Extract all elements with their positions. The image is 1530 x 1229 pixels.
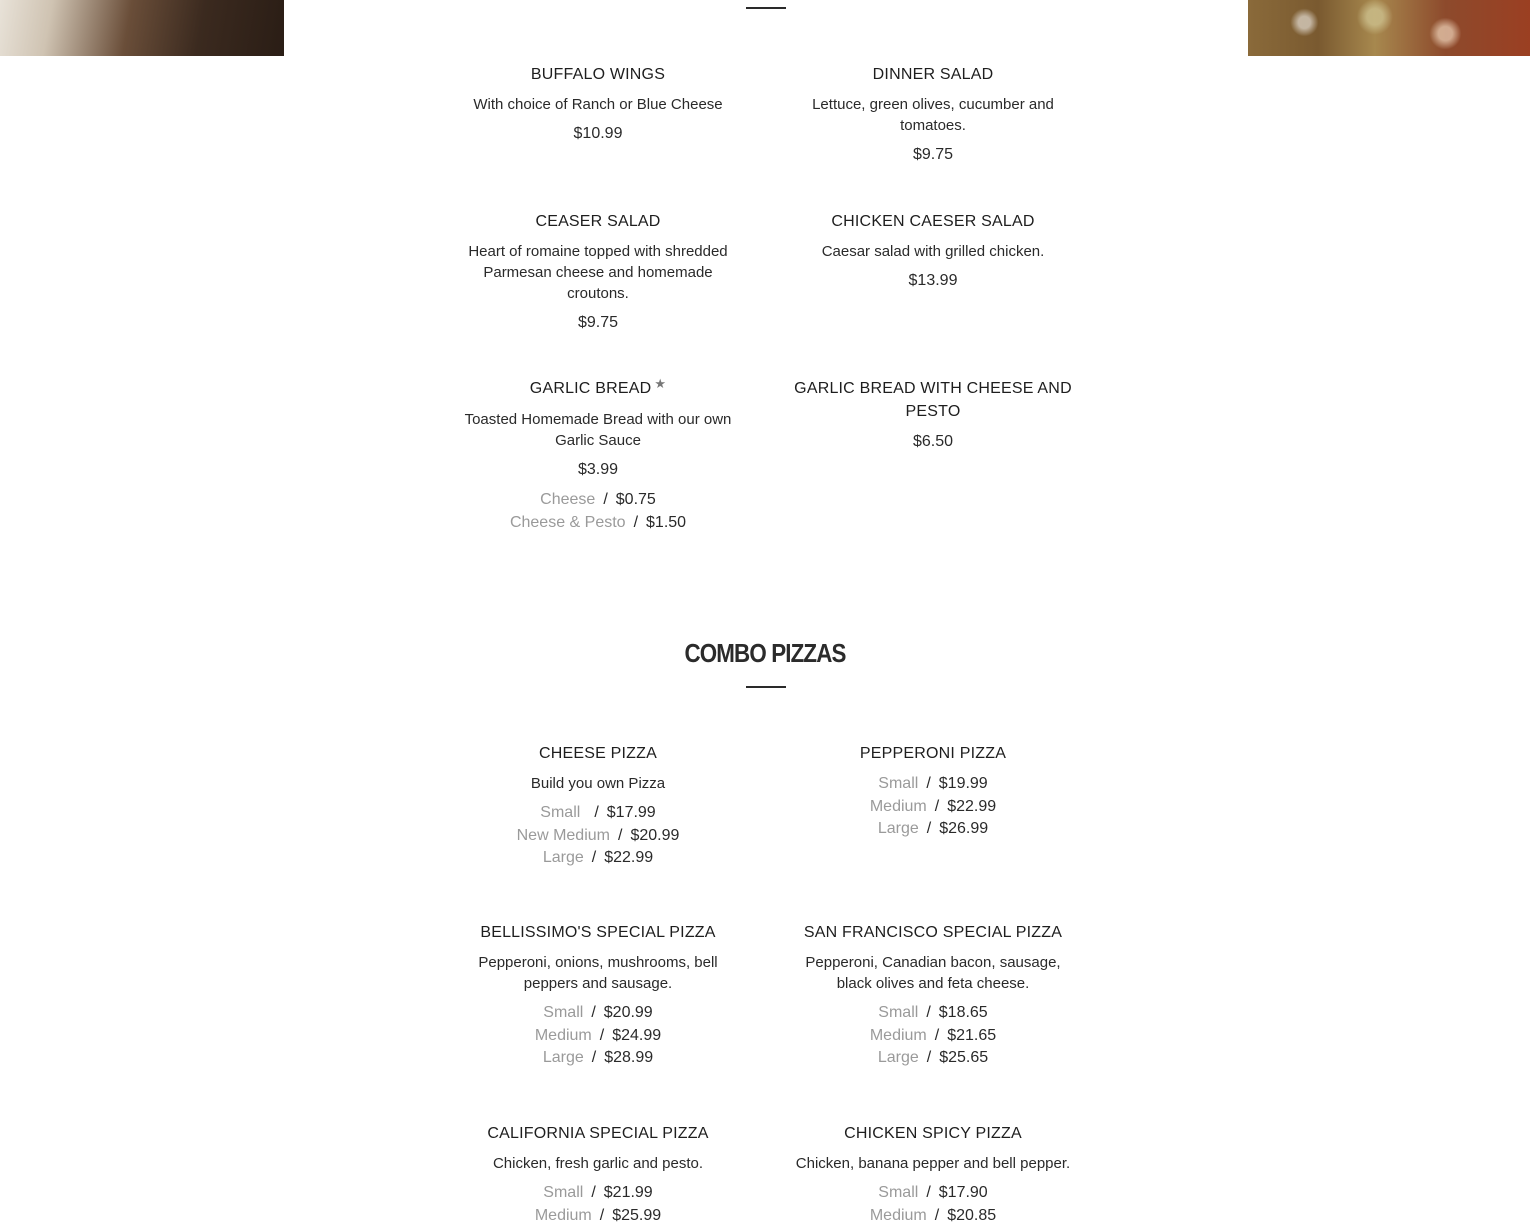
item-variants [793,1002,1073,1070]
variant-price: $18.65 [938,1004,988,1021]
variant-separator: / [926,775,931,792]
variant-separator: / [603,491,608,508]
variant-row [458,1205,738,1228]
variant-name: Medium [534,1206,592,1224]
item-name: CEASER SALAD [535,213,661,230]
variant-row [458,847,738,870]
variant-row [793,773,1073,796]
menu-item-chicken-spicy-pizza [793,1122,1073,1227]
variant-name: Small [878,775,919,792]
variant-name: Cheese & Pesto [509,513,626,531]
item-price: $9.75 [912,146,954,163]
variant-separator: / [926,820,932,837]
variant-price: $21.99 [603,1184,653,1201]
variant-price: $20.99 [603,1004,653,1021]
variant-separator: / [591,849,597,866]
menu-item-buffalo-wings [458,63,738,145]
variant-name: Medium [534,1026,592,1044]
variant-separator: / [934,797,940,815]
variant-price: $17.90 [938,1184,988,1201]
variant-separator: / [926,1004,931,1021]
item-name: CALIFORNIA SPECIAL PIZZA [487,1125,709,1142]
variant-separator: / [934,1026,940,1044]
variant-row [458,802,738,825]
item-name: CHICKEN CAESER SALAD [831,213,1035,230]
variant-separator: / [591,1049,597,1066]
menu-item-california-special-pizza [458,1122,738,1227]
variant-name: Small [878,1004,919,1021]
variant-name: Medium [869,797,927,815]
variant-name: Small [540,804,581,821]
variant-price: $17.99 [606,804,656,821]
item-variants [793,1182,1073,1227]
menu-item-chicken-caeser-salad [793,210,1073,292]
menu-item-garlic-bread [458,377,738,534]
item-name: PEPPERONI PIZZA [859,745,1007,762]
variant-separator: / [591,1184,596,1201]
menu-item-bellissimos-special-pizza [458,921,738,1070]
variant-price: $25.65 [939,1049,989,1066]
item-name: BELLISSIMO'S SPECIAL PIZZA [480,924,716,941]
menu-item-cheese-pizza [458,742,738,870]
variant-price: $20.99 [630,826,680,844]
item-price: $3.99 [577,461,619,478]
variant-name: Cheese [540,491,596,508]
variant-name: Small [878,1184,919,1201]
variant-separator: / [926,1184,931,1201]
item-name: CHEESE PIZZA [539,745,657,762]
variant-price: $28.99 [604,1049,654,1066]
background-photo-left [0,0,284,56]
variant-price: $0.75 [615,491,656,508]
variant-row [793,818,1073,841]
item-name: BUFFALO WINGS [530,66,666,83]
variant-row [793,1182,1073,1205]
variant-name: Medium [869,1206,927,1224]
item-variants [458,802,738,870]
variant-row [458,1182,738,1205]
variant-name: Large [877,820,919,837]
variant-separator: / [591,1004,596,1021]
item-price: $13.99 [908,272,958,289]
variant-name: New Medium [516,826,610,844]
variant-row [793,1002,1073,1025]
item-variants [458,1182,738,1227]
item-variants [793,773,1073,841]
variant-price: $26.99 [939,820,989,837]
item-price: $6.50 [912,433,954,450]
item-variants [458,489,738,534]
variant-separator: / [934,1206,940,1224]
menu-content-column [284,0,1248,1229]
variant-row [793,1047,1073,1070]
variant-separator: / [599,1206,605,1224]
item-description: Chicken, fresh garlic and pesto. [492,1155,704,1172]
variant-price: $24.99 [612,1026,662,1044]
variant-name: Large [877,1049,919,1066]
menu-item-san-francisco-special-pizza [793,921,1073,1070]
variant-row [458,825,738,848]
item-description: Lettuce, green olives, cucumber and tomatoes. [812,96,1054,134]
variant-name: Small [543,1184,584,1201]
variant-row [458,489,738,512]
variant-separator: / [599,1026,605,1044]
variant-price: $1.50 [646,513,687,531]
variant-row [458,1002,738,1025]
item-description: Pepperoni, onions, mushrooms, bell peppers and sausage. [478,954,718,992]
item-name: DINNER SALAD [872,66,994,83]
variant-name: Large [542,1049,584,1066]
variant-row [458,1025,738,1048]
section-divider [746,686,786,688]
item-description: Build you own Pizza [530,775,666,792]
variant-row [458,1047,738,1070]
variant-price: $25.99 [612,1206,662,1224]
menu-item-ceaser-salad [458,210,738,334]
variant-price: $20.85 [947,1206,997,1224]
variant-name: Medium [869,1026,927,1044]
variant-separator: / [633,513,639,531]
variant-price: $22.99 [604,849,654,866]
variant-separator: / [617,826,623,844]
variant-row [793,1025,1073,1048]
menu-item-dinner-salad [793,63,1073,166]
variant-separator: / [926,1049,932,1066]
item-description: Caesar salad with grilled chicken. [821,243,1045,260]
variant-name: Large [542,849,584,866]
item-description: Heart of romaine topped with shredded Parmesan cheese and homemade croutons. [468,243,728,302]
item-description: Pepperoni, Canadian bacon, sausage, black olives and feta cheese. [805,954,1061,992]
item-name: CHICKEN SPICY PIZZA [844,1125,1022,1142]
variant-name: Small [543,1004,584,1021]
item-name: GARLIC BREAD [529,380,652,397]
item-variants [458,1002,738,1070]
item-description: With choice of Ranch or Blue Cheese [473,96,723,113]
menu-item-pepperoni-pizza [793,742,1073,841]
variant-price: $22.99 [947,797,997,815]
item-name-row [458,377,738,400]
background-photo-right [1248,0,1530,56]
item-name: SAN FRANCISCO SPECIAL PIZZA [803,924,1063,941]
item-price: $9.75 [577,314,619,331]
variant-price: $21.65 [947,1026,997,1044]
featured-star-icon: ★ [654,376,667,391]
section-divider [746,7,786,9]
menu-item-garlic-bread-cheese-pesto [793,377,1073,453]
variant-price: $19.99 [938,775,988,792]
section-title-combo-pizzas: COMBO PIZZAS [684,638,846,668]
item-description: Toasted Homemade Bread with our own Garlic Sauce [464,411,732,449]
variant-row [793,1205,1073,1228]
variant-separator: / [594,804,599,821]
variant-row [458,512,738,535]
item-price: $10.99 [573,125,623,142]
item-description: Chicken, banana pepper and bell pepper. [795,1155,1071,1172]
variant-row [793,796,1073,819]
item-name: GARLIC BREAD WITH CHEESE AND PESTO [794,380,1072,420]
